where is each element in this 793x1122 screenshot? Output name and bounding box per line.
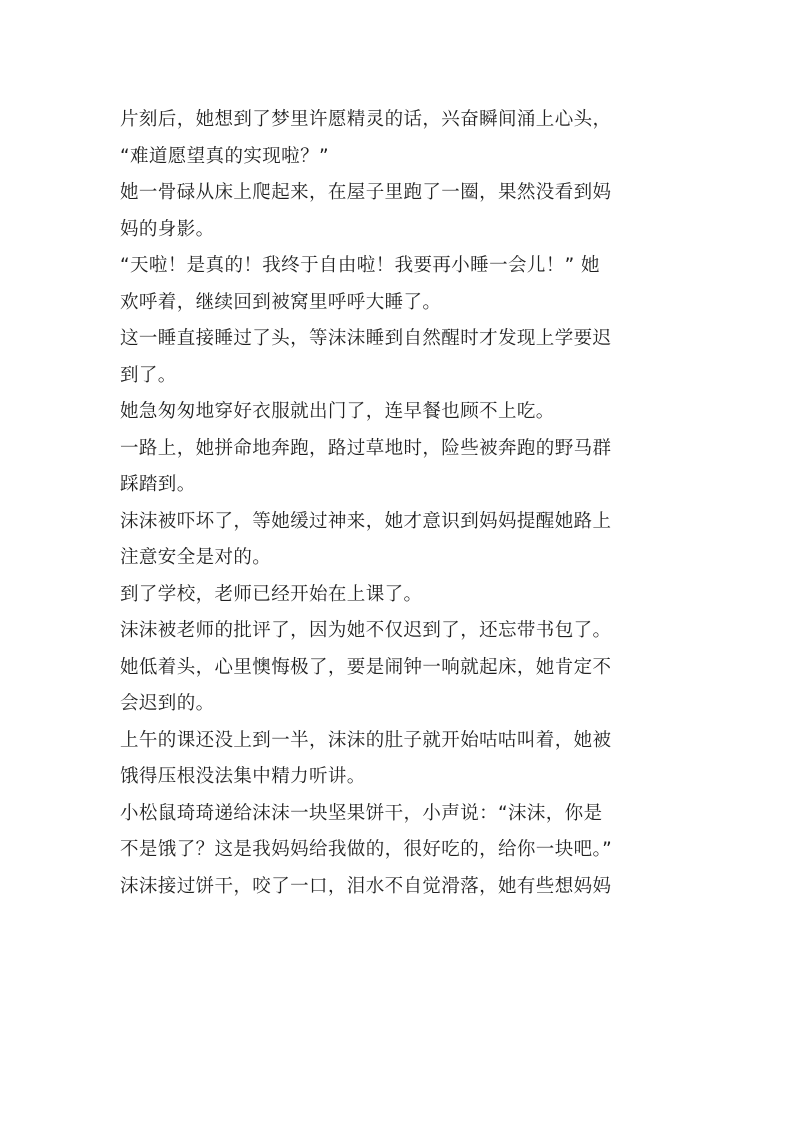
paragraph: “天啦！是真的！我终于自由啦！我要再小睡一会儿！” 她 欢呼着，继续回到被窝里呼呼大睡了。: [120, 255, 600, 313]
paragraph: 片刻后，她想到了梦里许愿精灵的话，兴奋瞬间涌上心头， “难道愿望真的实现啦？”: [120, 109, 612, 167]
paragraph: 小松鼠琦琦递给沫沫一块坚果饼干，小声说：“沫沫，你是 不是饿了？这是我妈妈给我做的，很好吃的，给你一块吧。”: [120, 802, 613, 860]
paragraph: 沫沫被吓坏了，等她缓过神来，她才意识到妈妈提醒她路上 注意安全是对的。: [120, 510, 612, 568]
paragraph: 她一骨碌从床上爬起来，在屋子里跑了一圈，果然没看到妈 妈的身影。: [120, 182, 612, 240]
paragraph: 她低着头，心里懊悔极了，要是闹钟一响就起床，她肯定不 会迟到的。: [120, 656, 612, 714]
paragraph: 这一睡直接睡过了头，等沫沫睡到自然醒时才发现上学要迟 到了。: [120, 328, 612, 386]
story-text: [120, 102, 676, 905]
paragraph: 她急匆匆地穿好衣服就出门了，连早餐也顾不上吃。: [120, 401, 555, 422]
paragraph: 沫沫接过饼干，咬了一口，泪水不自觉滑落，她有些想妈妈: [120, 875, 612, 897]
paragraph: 到了学校，老师已经开始在上课了。: [120, 583, 423, 605]
paragraph: 一路上，她拼命地奔跑，路过草地时，险些被奔跑的野马群 踩踏到。: [120, 437, 612, 495]
paragraph: 沫沫被老师的批评了，因为她不仅迟到了，还忘带书包了。: [120, 620, 612, 641]
paragraph: 上午的课还没上到一半，沫沫的肚子就开始咕咕叫着，她被 饿得压根没法集中精力听讲。: [120, 729, 612, 787]
